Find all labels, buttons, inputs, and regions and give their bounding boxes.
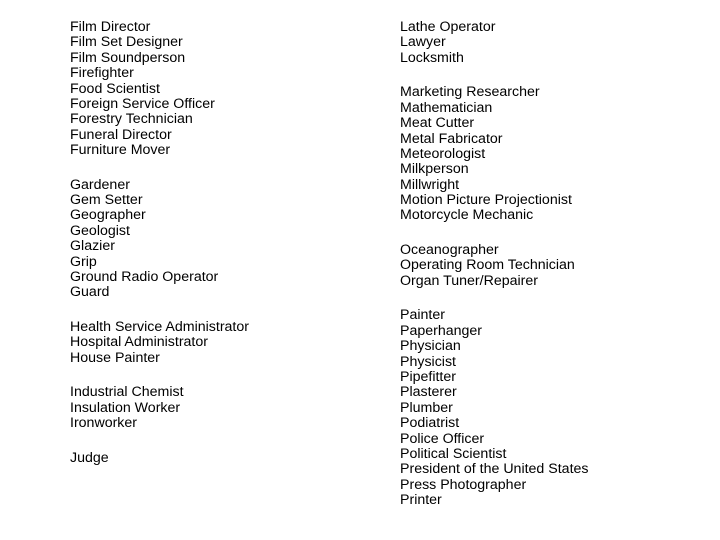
occupation-item: Pipefitter [400,368,456,385]
occupation-group-p [400,308,700,508]
occupation-item: Ironworker [70,415,138,432]
occupation-item: House Painter [70,349,160,366]
occupation-item: Metal Fabricator [400,130,503,147]
occupation-group-l [400,20,700,66]
occupation-item: Health Service Administrator [70,319,249,336]
occupation-item: President of the United States [400,461,589,478]
occupation-item: Industrial Chemist [70,384,184,401]
occupation-item: Gardener [70,176,130,193]
right-occupation-column [400,20,700,528]
occupation-item: Food Scientist [70,80,160,97]
occupation-group-j [70,451,370,466]
occupation-item: Painter [400,307,445,324]
occupation-item: Geographer [70,207,146,224]
occupation-item: Police Officer [400,430,485,447]
occupation-item: Film Director [70,19,151,35]
occupation-item: Meat Cutter [400,115,475,132]
occupation-item: Firefighter [70,65,134,82]
occupation-item: Oceanographer [400,242,499,259]
occupation-item: Plasterer [400,384,457,401]
occupation-item: Locksmith [400,49,464,66]
occupation-group-g [70,178,370,301]
occupation-item: Funeral Director [70,126,172,143]
occupation-item: Press Photographer [400,476,527,493]
occupation-item: Marketing Researcher [400,84,540,101]
occupation-group-o [400,243,700,289]
occupation-item: Political Scientist [400,445,507,462]
occupation-item: Insulation Worker [70,399,181,416]
occupation-group-m [400,85,700,224]
occupation-item: Printer [400,492,442,509]
left-occupation-column [70,20,370,485]
occupation-item: Operating Room Technician [400,257,575,274]
occupation-item: Podiatrist [400,415,460,432]
occupation-group-f [70,20,370,159]
occupation-item: Millwright [400,176,460,193]
occupation-item: Forestry Technician [70,111,193,128]
occupation-item: Foreign Service Officer [70,95,215,112]
occupation-item: Grip [70,253,97,270]
occupation-item: Motion Picture Projectionist [400,192,572,209]
occupation-item: Lathe Operator [400,19,496,35]
occupation-item: Lawyer [400,34,446,51]
occupation-item: Milkperson [400,161,469,178]
occupation-item: Judge [70,449,109,466]
occupation-item: Mathematician [400,99,493,116]
occupation-group-i [70,385,370,431]
occupation-item: Gem Setter [70,192,143,209]
occupation-item: Physician [400,338,461,355]
occupation-item: Film Soundperson [70,49,186,66]
occupation-item: Ground Radio Operator [70,269,219,286]
occupation-item: Glazier [70,238,115,255]
occupation-item: Meteorologist [400,145,486,162]
occupation-item: Geologist [70,222,130,239]
occupation-item: Plumber [400,399,453,416]
occupation-item: Organ Tuner/Repairer [400,272,539,289]
occupation-item: Film Set Designer [70,34,183,51]
occupation-item: Paperhanger [400,322,483,339]
occupation-item: Hospital Administrator [70,334,208,351]
occupation-item: Physicist [400,353,456,370]
occupation-group-h [70,320,370,366]
occupation-item: Guard [70,284,110,301]
occupation-item: Motorcycle Mechanic [400,207,534,224]
occupation-item: Furniture Mover [70,142,171,159]
